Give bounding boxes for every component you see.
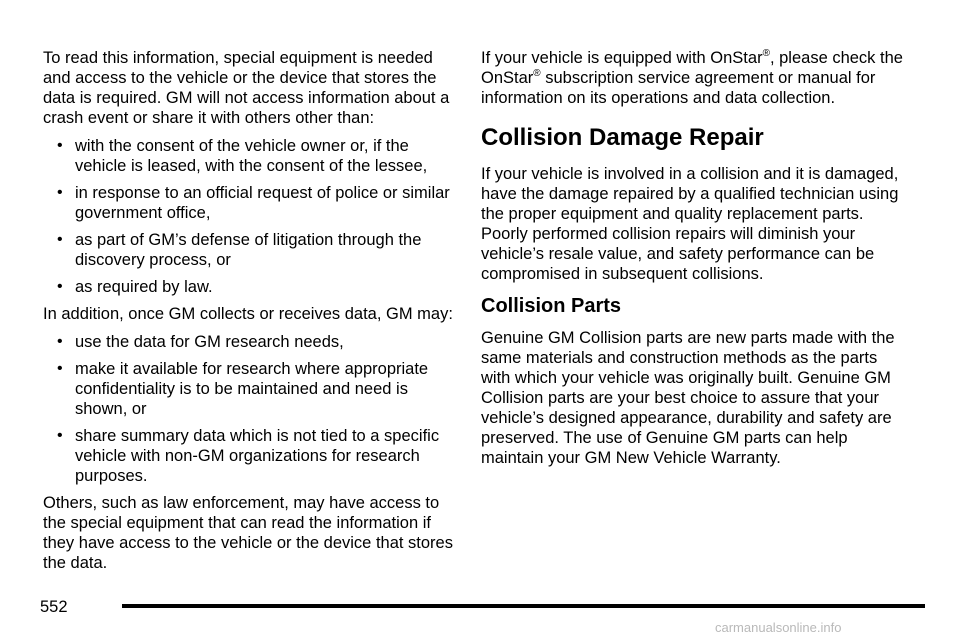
list-item: • in response to an official request of police or similar government office, bbox=[57, 184, 450, 222]
bullet-icon: • bbox=[57, 360, 63, 377]
collision-repair-paragraph: If your vehicle is involved in a collision and it is damaged, have the damage repaired by a qualified technician using the proper equipment and quality replacement parts. Poorly performed collision repairs will diminish your vehicle’s resale value, and safety performance can be compromised in subsequent collisions. bbox=[481, 165, 899, 283]
bullet-icon: • bbox=[57, 427, 63, 444]
bullet-icon: • bbox=[57, 137, 63, 154]
page-footer bbox=[40, 597, 890, 617]
left-column bbox=[43, 48, 458, 573]
onstar-paragraph: If your vehicle is equipped with OnStar®, please check the OnStar® subscription service agreement or manual for information on its operations and data collection. bbox=[481, 48, 903, 107]
list-item: • make it available for research where appropriate confidentiality is to be maintained and need is shown, or bbox=[57, 360, 429, 418]
intro-paragraph: To read this information, special equipment is needed and access to the vehicle or the device that stores the data is required. GM will not access information about a crash event or share it with others other than: bbox=[43, 49, 450, 127]
list-item: • as part of GM’s defense of litigation through the discovery process, or bbox=[57, 231, 422, 269]
closing-paragraph: Others, such as law enforcement, may have access to the special equipment that can read the information if they have access to the vehicle or the device that stores the data. bbox=[43, 494, 453, 572]
middle-paragraph: In addition, once GM collects or receives data, GM may: bbox=[43, 305, 453, 323]
usage-list bbox=[43, 332, 458, 486]
list-item: • as required by law. bbox=[57, 278, 213, 296]
disclosure-list bbox=[43, 136, 458, 297]
right-column bbox=[481, 48, 906, 468]
page-number: 552 bbox=[40, 598, 68, 616]
list-item: • with the consent of the vehicle owner or, if the vehicle is leased, with the consent of the lessee, bbox=[57, 137, 428, 175]
collision-parts-paragraph: Genuine GM Collision parts are new parts made with the same materials and construction methods as the parts with which your vehicle was originally built. Genuine GM Collision parts are your best choice to assure that your vehicle’s designed appearance, durability and safety are preserved. The use of Genuine GM parts can help maintain your GM New Vehicle Warranty. bbox=[481, 329, 895, 467]
section-heading: Collision Damage Repair bbox=[481, 124, 764, 151]
bullet-icon: • bbox=[57, 184, 63, 201]
list-item: • use the data for GM research needs, bbox=[57, 333, 344, 351]
list-item: • share summary data which is not tied to a specific vehicle with non-GM organizations for research purposes. bbox=[57, 427, 440, 485]
bullet-icon: • bbox=[57, 278, 63, 295]
registered-mark: ® bbox=[762, 48, 770, 59]
bullet-icon: • bbox=[57, 333, 63, 350]
bullet-icon: • bbox=[57, 231, 63, 248]
registered-mark: ® bbox=[533, 68, 541, 79]
footer-rule bbox=[122, 604, 925, 608]
subsection-heading: Collision Parts bbox=[481, 295, 622, 317]
watermark: carmanualsonline.info bbox=[715, 620, 842, 635]
